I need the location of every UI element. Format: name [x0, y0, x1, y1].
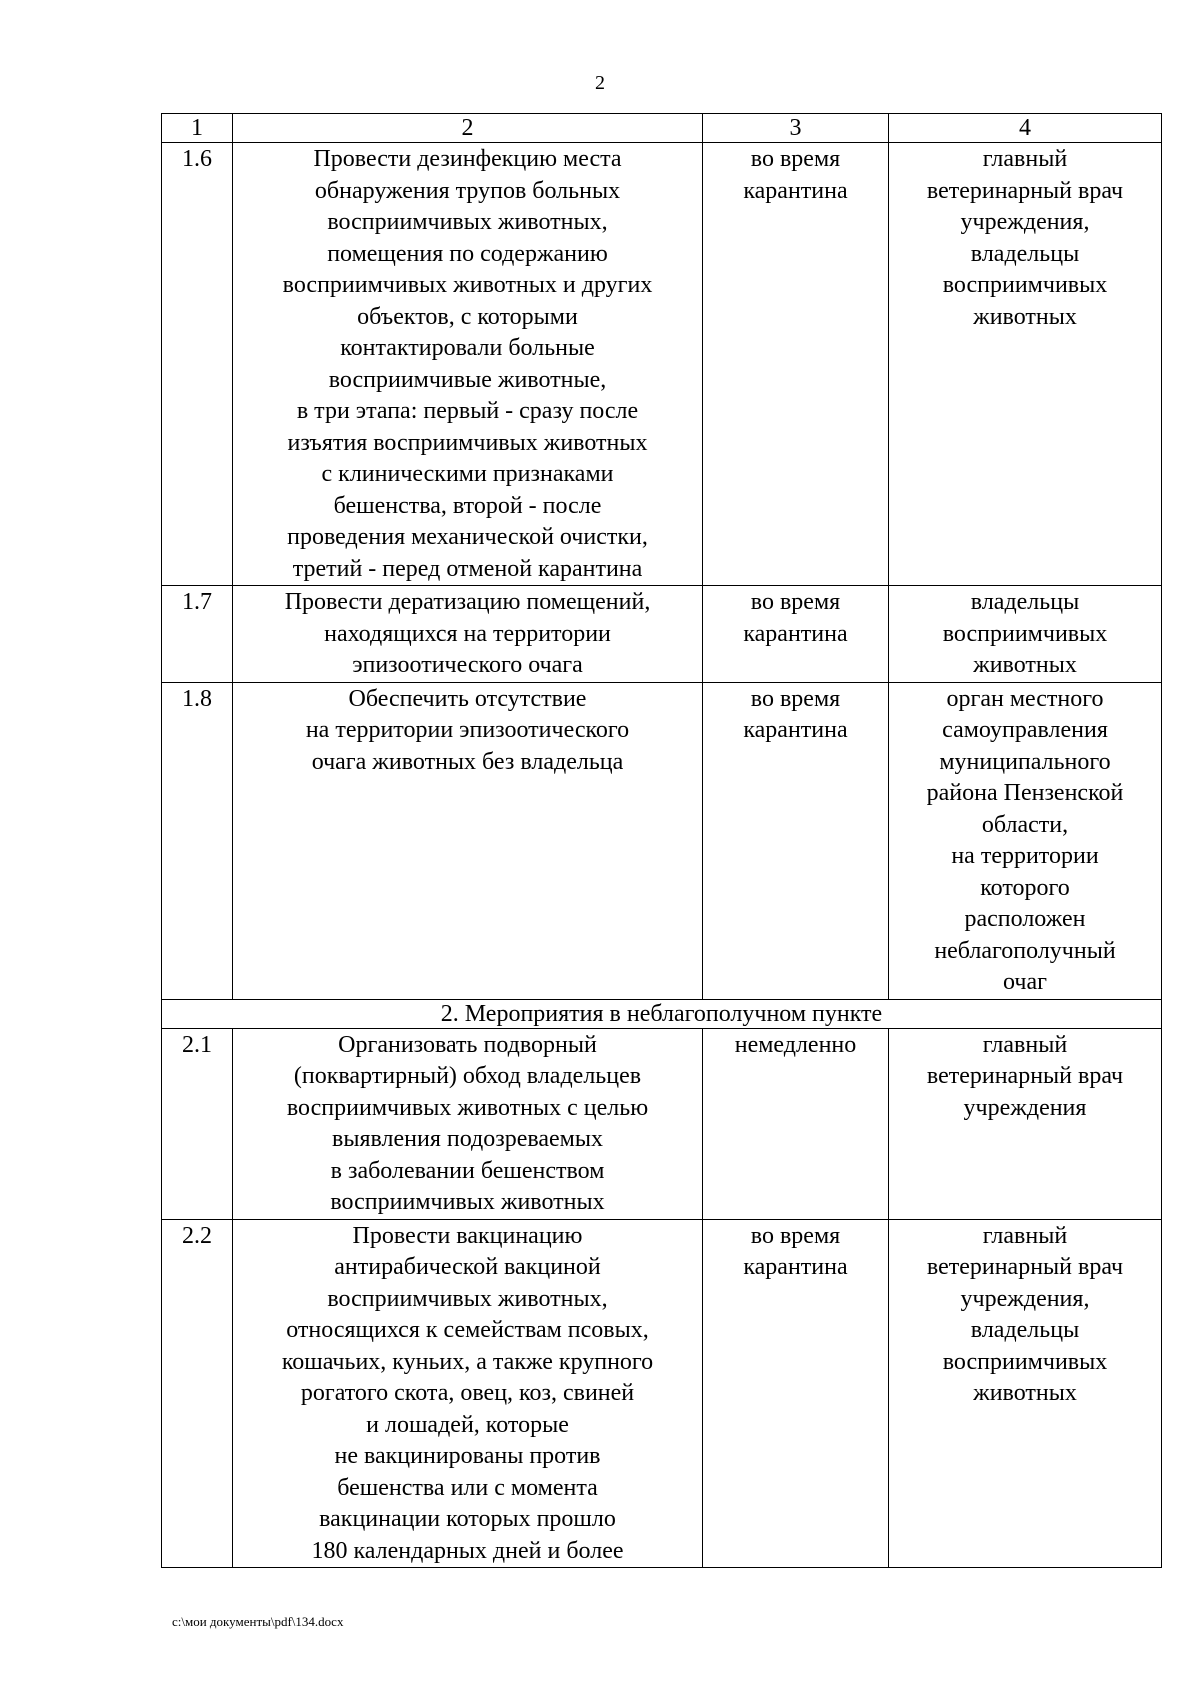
- action-line: восприимчивых животных с целью: [286, 1094, 649, 1121]
- time-line: немедленно: [734, 1031, 857, 1058]
- action-line: и лошадей, которые: [366, 1411, 569, 1438]
- responsible-cell: [889, 682, 1162, 999]
- action-line: Организовать подворный: [338, 1031, 597, 1058]
- action-line: третий - перед отменой карантина: [292, 555, 643, 582]
- row-number: 2.2: [162, 1219, 233, 1568]
- time-cell: [703, 682, 889, 999]
- time-line: карантина: [743, 177, 848, 204]
- table-header-row: [162, 114, 1162, 143]
- section-heading-row: [162, 999, 1162, 1028]
- responsible-cell: [889, 1028, 1162, 1219]
- responsible-line: восприимчивых: [942, 1348, 1108, 1375]
- action-line: Обеспечить отсутствие: [348, 685, 587, 712]
- responsible-line: главный: [982, 146, 1068, 172]
- section-title: 2. Мероприятия в неблагополучном пункте: [162, 999, 1162, 1028]
- action-line: восприимчивых животных,: [327, 209, 608, 235]
- action-line: (поквартирный) обход владельцев: [293, 1063, 642, 1089]
- action-line: в три этапа: первый - сразу после: [296, 398, 639, 424]
- responsible-line: животных: [973, 652, 1077, 678]
- action-cell: [233, 682, 703, 999]
- action-line: восприимчивых животных: [330, 1189, 605, 1215]
- action-line: относящихся к семействам псовых,: [286, 1317, 649, 1343]
- responsible-line: области,: [981, 811, 1069, 838]
- responsible-line: учреждения,: [960, 209, 1090, 235]
- row-number: 1.7: [162, 586, 233, 683]
- action-line: бешенства, второй - после: [333, 492, 602, 519]
- responsible-line: ветеринарный врач: [926, 1254, 1124, 1280]
- action-line: помещения по содержанию: [327, 240, 608, 267]
- responsible-cell: [889, 143, 1162, 586]
- action-cell: [233, 1219, 703, 1568]
- action-line: обнаружения трупов больных: [314, 177, 621, 204]
- page-number: 2: [595, 72, 605, 94]
- action-line: кошачьих, куньих, а также крупного: [281, 1348, 654, 1375]
- row-number: 1.6: [162, 143, 233, 586]
- time-line: во время: [750, 146, 841, 172]
- responsible-cell: [889, 1219, 1162, 1568]
- action-line: бешенства или с момента: [337, 1474, 598, 1501]
- table-row: [162, 682, 1162, 999]
- action-line: восприимчивых животных,: [327, 1285, 608, 1312]
- responsible-line: орган местного: [946, 685, 1104, 712]
- time-line: карантина: [743, 620, 848, 647]
- footer-file-path: c:\мои документы\pdf\134.docx: [172, 1614, 344, 1629]
- action-cell: [233, 1028, 703, 1219]
- action-cell: [233, 143, 703, 586]
- responsible-line: неблагополучный: [934, 937, 1116, 964]
- action-line: 180 календарных дней и более: [311, 1537, 624, 1564]
- responsible-line: главный: [982, 1222, 1068, 1249]
- row-number: 1.8: [162, 682, 233, 999]
- responsible-line: главный: [982, 1031, 1068, 1058]
- action-line: на территории эпизоотического: [305, 717, 630, 743]
- responsible-line: расположен: [964, 906, 1086, 932]
- time-line: во время: [750, 589, 841, 615]
- action-line: выявления подозреваемых: [332, 1126, 603, 1152]
- time-cell: [703, 1028, 889, 1219]
- action-line: с клиническими признаками: [321, 461, 614, 487]
- column-header-2: 2: [233, 114, 703, 143]
- table-row: [162, 143, 1162, 586]
- responsible-cell: [889, 586, 1162, 683]
- responsible-line: учреждения: [963, 1094, 1087, 1121]
- table-row: [162, 586, 1162, 683]
- action-line: Провести дезинфекцию места: [313, 146, 622, 172]
- time-cell: [703, 586, 889, 683]
- action-line: Провести дератизацию помещений,: [284, 589, 651, 615]
- measures-table: [161, 113, 1162, 1568]
- action-line: изъятия восприимчивых животных: [287, 429, 648, 456]
- responsible-line: очаг: [1003, 969, 1047, 995]
- responsible-line: ветеринарный врач: [926, 177, 1124, 204]
- action-line: восприимчивых животных и других: [282, 272, 653, 298]
- responsible-line: животных: [973, 1380, 1077, 1406]
- time-line: карантина: [743, 717, 848, 743]
- time-line: во время: [750, 685, 841, 712]
- responsible-line: ветеринарный врач: [926, 1063, 1124, 1089]
- action-line: Провести вакцинацию: [352, 1222, 583, 1249]
- time-cell: [703, 143, 889, 586]
- table-row: [162, 1219, 1162, 1568]
- action-line: рогатого скота, овец, коз, свиней: [300, 1380, 635, 1406]
- action-line: проведения механической очистки,: [287, 524, 648, 550]
- responsible-line: восприимчивых: [942, 272, 1108, 298]
- action-line: вакцинации которых прошло: [319, 1506, 616, 1532]
- column-header-4: 4: [889, 114, 1162, 143]
- action-line: находящихся на территории: [324, 620, 611, 647]
- responsible-line: района Пензенской: [926, 780, 1124, 806]
- action-line: восприимчивые животные,: [328, 366, 607, 393]
- time-line: во время: [750, 1222, 841, 1249]
- column-header-3: 3: [703, 114, 889, 143]
- action-line: объектов, с которыми: [357, 303, 578, 330]
- responsible-line: восприимчивых: [942, 620, 1108, 647]
- responsible-line: владельцы: [970, 1317, 1080, 1343]
- action-line: очага животных без владельца: [311, 748, 624, 775]
- column-header-1: 1: [162, 114, 233, 143]
- responsible-line: самоуправления: [942, 717, 1108, 743]
- action-line: не вакцинированы против: [334, 1443, 601, 1469]
- row-number: 2.1: [162, 1028, 233, 1219]
- responsible-line: владельцы: [970, 240, 1080, 267]
- action-line: антирабической вакциной: [334, 1254, 601, 1280]
- responsible-line: которого: [980, 874, 1070, 901]
- responsible-line: муниципального: [939, 748, 1111, 775]
- table-row: [162, 1028, 1162, 1219]
- time-cell: [703, 1219, 889, 1568]
- responsible-line: владельцы: [970, 589, 1080, 615]
- responsible-line: на территории: [951, 843, 1099, 869]
- time-line: карантина: [743, 1254, 848, 1280]
- action-line: эпизоотического очага: [352, 652, 583, 678]
- action-cell: [233, 586, 703, 683]
- responsible-line: учреждения,: [960, 1285, 1090, 1312]
- action-line: в заболевании бешенством: [330, 1157, 605, 1184]
- action-line: контактировали больные: [340, 335, 595, 361]
- responsible-line: животных: [973, 303, 1077, 330]
